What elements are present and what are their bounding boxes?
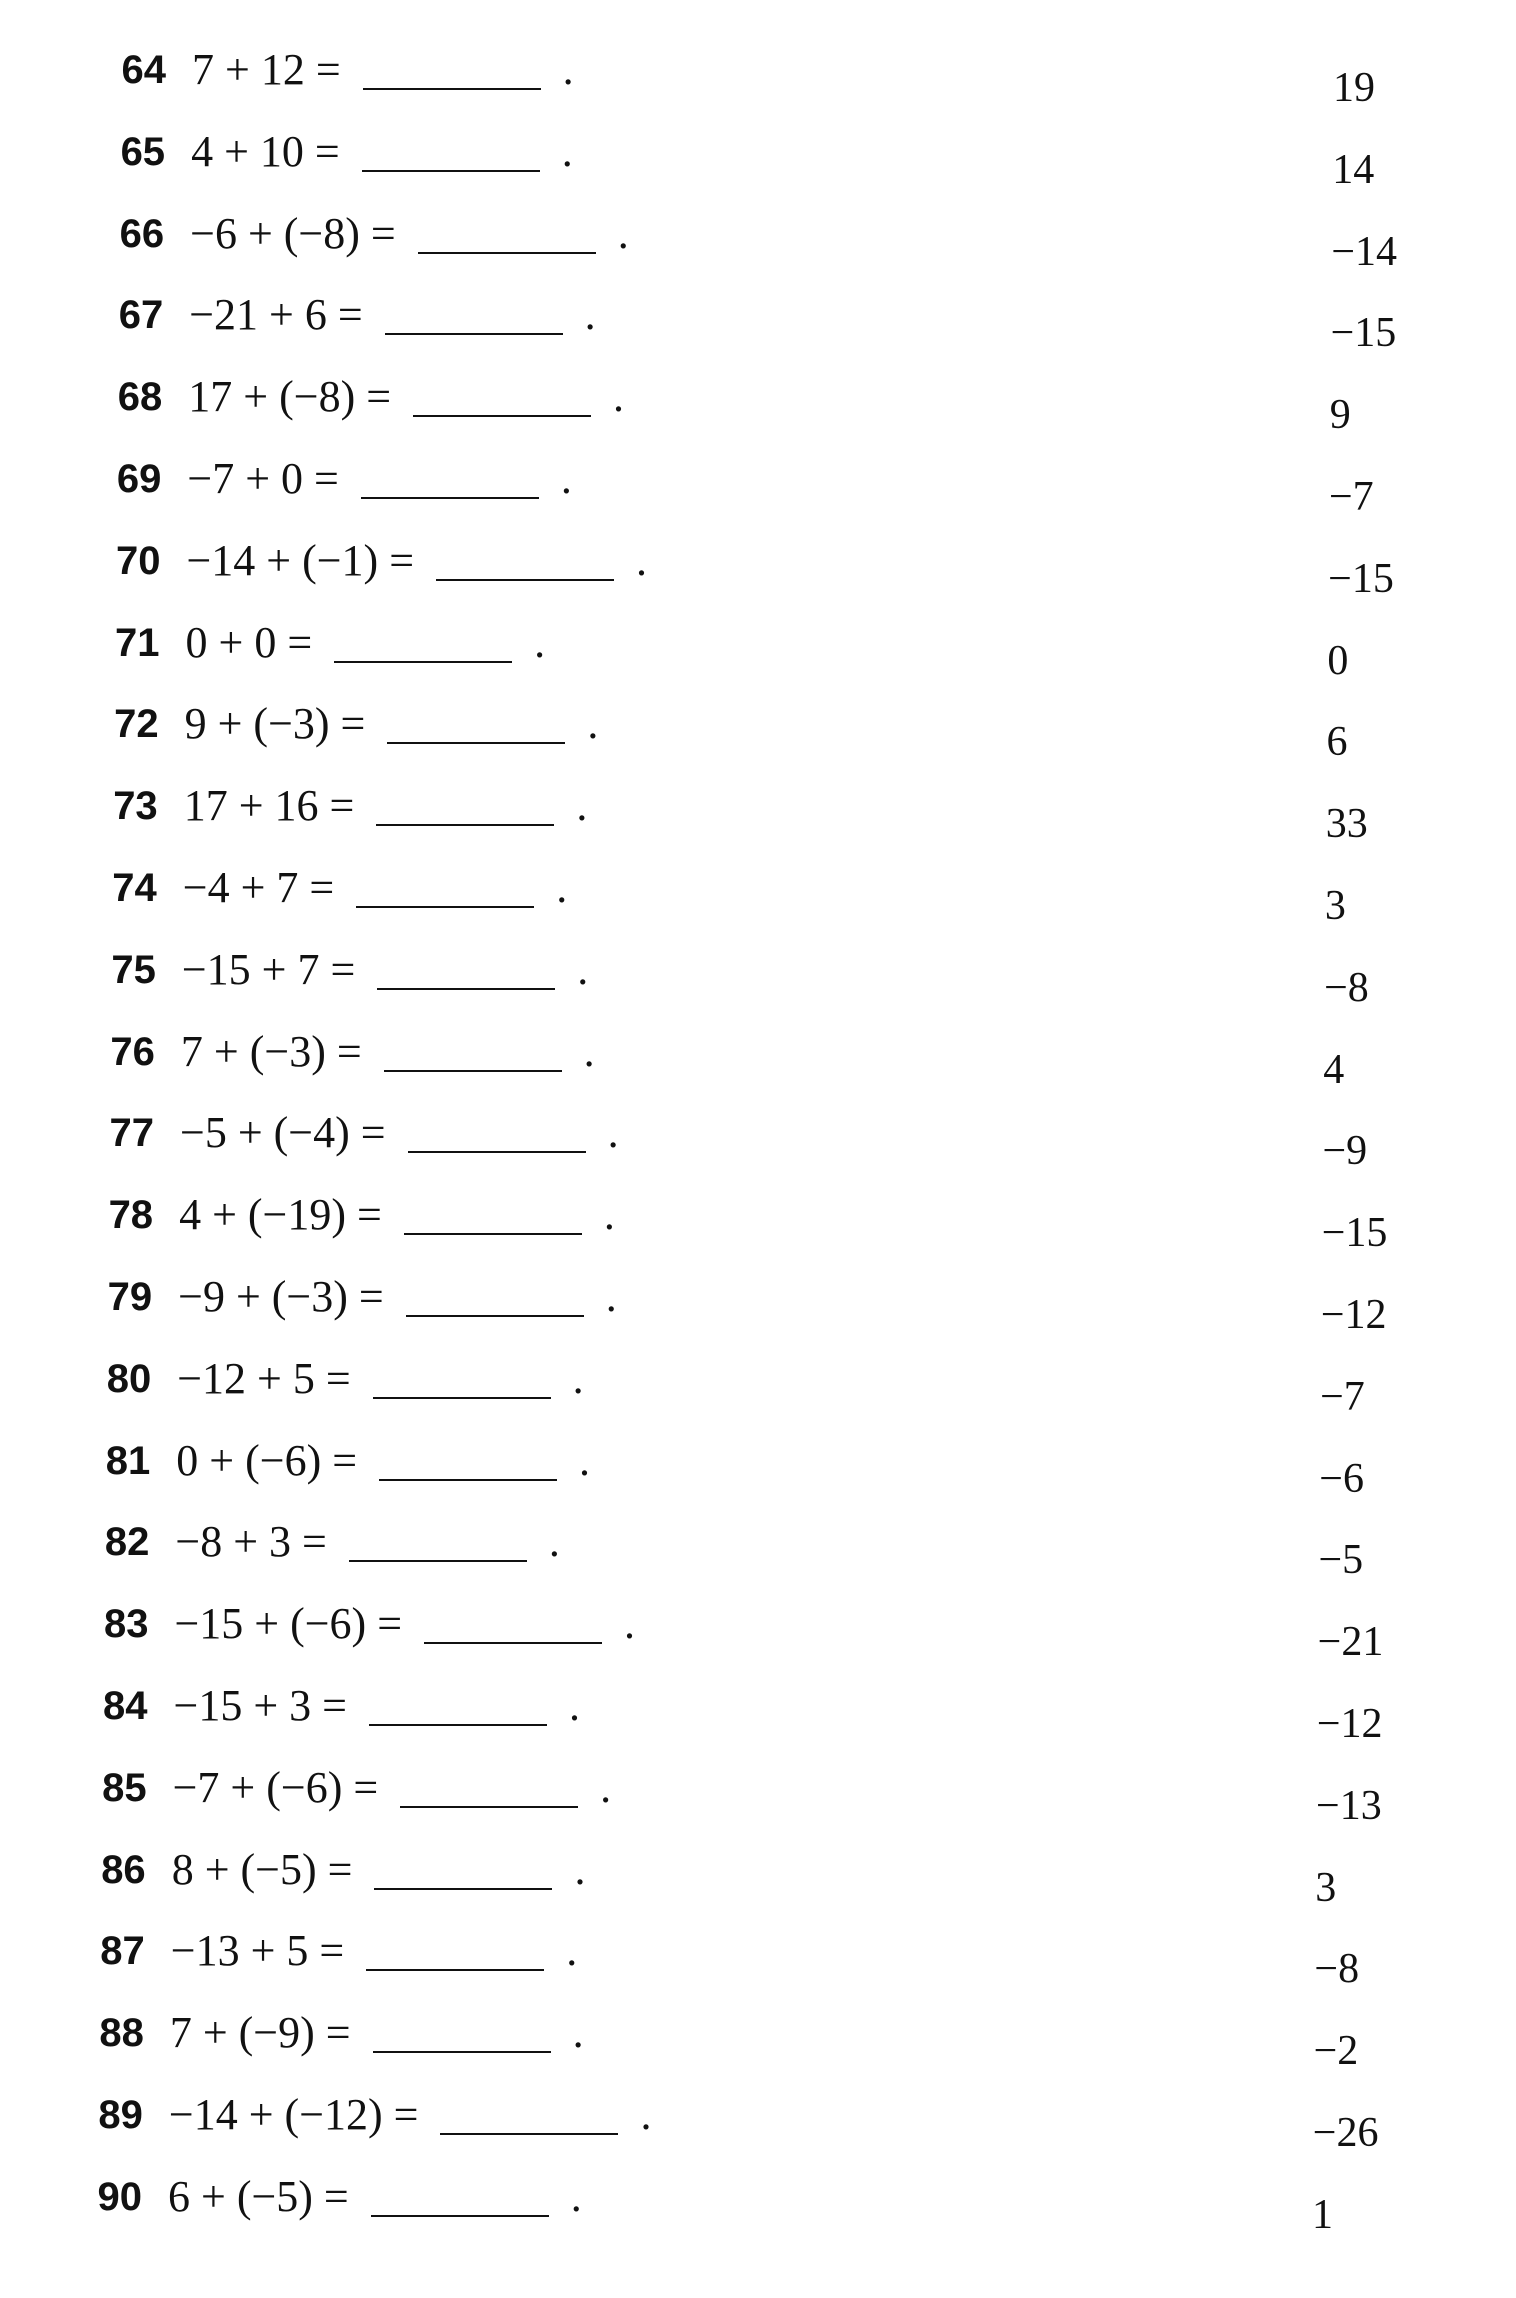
problem-expression: −15 + 3 = <box>173 1681 347 1730</box>
problem-number: 88 <box>99 2011 144 2056</box>
problem-expression-line <box>187 449 571 509</box>
problem-expression-line <box>189 285 595 345</box>
problem-expression: −12 + 5 = <box>177 1353 351 1403</box>
problem-number: 64 <box>121 48 166 92</box>
answer-blank[interactable] <box>436 549 614 581</box>
answer-blank[interactable] <box>373 1367 551 1399</box>
answer-value: −21 <box>1317 1619 1384 1666</box>
answer-value: 6 <box>1326 719 1348 766</box>
answer-value: −2 <box>1313 2028 1359 2075</box>
period: . <box>572 2008 584 2058</box>
problem-number: 69 <box>116 457 162 501</box>
answer-blank[interactable] <box>349 1530 527 1562</box>
problem-number: 85 <box>102 1765 147 1810</box>
period: . <box>572 1353 584 1403</box>
problem-row <box>0 1594 1516 1666</box>
problem-number: 66 <box>119 211 165 256</box>
problem-expression: −7 + (−6) = <box>172 1762 379 1812</box>
problem-expression-line <box>186 613 546 673</box>
problem-row <box>0 1921 1516 1993</box>
answer-value: −12 <box>1316 1701 1383 1747</box>
problem-row <box>0 940 1516 1011</box>
answer-value: −5 <box>1318 1537 1364 1584</box>
problem-number: 75 <box>111 947 156 992</box>
problem-expression-line <box>179 1185 615 1245</box>
answer-value: −26 <box>1312 2110 1379 2156</box>
problem-expression: 0 + (−6) = <box>176 1435 358 1485</box>
period: . <box>587 699 599 749</box>
period: . <box>560 454 572 503</box>
problem-row <box>0 531 1516 602</box>
period: . <box>570 2171 582 2221</box>
answer-blank[interactable] <box>400 1776 578 1808</box>
problem-expression-line <box>181 1022 595 1082</box>
problem-expression: 7 + (−3) = <box>180 1026 362 1076</box>
problem-expression-line <box>185 694 599 754</box>
answer-blank[interactable] <box>362 140 540 172</box>
problem-number: 68 <box>117 375 163 420</box>
answer-blank[interactable] <box>369 1694 547 1726</box>
problem-number: 65 <box>120 129 166 174</box>
problem-expression-line <box>177 1349 583 1409</box>
problem-number: 90 <box>97 2174 142 2219</box>
period: . <box>556 863 568 912</box>
answer-value: −9 <box>1322 1128 1368 1175</box>
answer-blank[interactable] <box>376 794 554 826</box>
answer-blank[interactable] <box>413 385 591 417</box>
answer-value: −8 <box>1314 1946 1360 1993</box>
problem-row <box>0 2167 1516 2238</box>
problem-expression: 0 + 0 = <box>185 617 313 667</box>
problem-number: 86 <box>101 1847 146 1892</box>
problem-expression: −4 + 7 = <box>182 863 335 912</box>
problem-row <box>0 2085 1516 2156</box>
problem-row <box>0 1840 1516 1911</box>
answer-blank[interactable] <box>387 712 565 744</box>
period: . <box>640 2090 652 2139</box>
problem-expression-line <box>192 40 574 100</box>
problem-expression: −6 + (−8) = <box>190 208 396 258</box>
problem-expression: −8 + 3 = <box>175 1517 327 1567</box>
answer-value: 9 <box>1329 392 1351 439</box>
problem-number: 74 <box>112 866 157 910</box>
answer-value: −6 <box>1319 1455 1364 1502</box>
answer-blank[interactable] <box>361 467 539 499</box>
problem-number: 72 <box>114 702 159 747</box>
problem-expression: 9 + (−3) = <box>184 699 366 749</box>
problem-expression-line <box>182 940 588 1000</box>
problem-expression-line <box>175 1512 559 1572</box>
answer-value: 3 <box>1324 883 1346 929</box>
problem-number: 71 <box>115 620 160 665</box>
answer-value: −14 <box>1331 228 1398 275</box>
answer-blank[interactable] <box>384 1040 562 1072</box>
answer-blank[interactable] <box>377 958 555 990</box>
answer-blank[interactable] <box>385 303 563 335</box>
period: . <box>576 781 588 831</box>
problem-number: 84 <box>103 1684 148 1728</box>
problem-expression-line <box>174 1594 635 1654</box>
problem-expression-line <box>173 1758 612 1818</box>
problem-number: 76 <box>110 1029 155 1074</box>
answer-blank[interactable] <box>404 1203 582 1235</box>
answer-blank[interactable] <box>379 1449 557 1481</box>
answer-blank[interactable] <box>334 631 512 663</box>
problem-expression-line <box>180 1103 619 1163</box>
answer-blank[interactable] <box>440 2103 618 2135</box>
problem-row <box>0 1512 1516 1584</box>
problem-row <box>0 1349 1516 1420</box>
answer-blank[interactable] <box>373 2021 551 2053</box>
problem-row <box>0 694 1516 766</box>
problem-expression-line <box>172 1840 586 1900</box>
problem-expression-line <box>176 1431 590 1491</box>
answer-value: −12 <box>1320 1292 1387 1338</box>
answer-value: −15 <box>1330 310 1397 357</box>
period: . <box>613 372 625 422</box>
problem-number: 67 <box>118 293 164 338</box>
problem-row <box>0 1022 1516 1093</box>
problem-row <box>0 122 1516 193</box>
problem-row <box>0 1103 1516 1175</box>
problem-row <box>0 204 1516 275</box>
period: . <box>605 1272 617 1321</box>
answer-blank[interactable] <box>371 2185 549 2217</box>
problem-expression-line <box>169 2085 652 2145</box>
answer-value: −15 <box>1328 555 1394 602</box>
period: . <box>534 617 546 667</box>
problem-expression-line <box>190 204 629 264</box>
problem-row <box>0 776 1516 848</box>
period: . <box>600 1762 612 1812</box>
problem-expression: 4 + 10 = <box>191 126 340 176</box>
problem-row <box>0 858 1516 929</box>
period: . <box>584 290 596 340</box>
problem-expression: −5 + (−4) = <box>180 1108 386 1158</box>
problem-row <box>0 2003 1516 2075</box>
answer-blank[interactable] <box>356 876 534 908</box>
problem-number: 87 <box>100 1929 145 1974</box>
period: . <box>636 535 648 585</box>
period: . <box>561 126 573 176</box>
period: . <box>603 1190 615 1240</box>
problem-expression-line <box>170 2003 584 2063</box>
period: . <box>548 1517 560 1567</box>
answer-value: 4 <box>1323 1046 1345 1093</box>
problem-expression: −14 + (−1) = <box>186 535 415 585</box>
period: . <box>574 1844 586 1894</box>
answer-blank[interactable] <box>366 1939 544 1971</box>
problem-row <box>0 367 1516 439</box>
period: . <box>617 208 629 258</box>
problem-expression: 17 + 16 = <box>183 781 355 831</box>
problem-number: 81 <box>105 1438 151 1483</box>
problem-expression-line <box>171 1921 577 1981</box>
problem-expression: −21 + 6 = <box>189 290 363 340</box>
problem-expression: 7 + (−9) = <box>169 2008 351 2058</box>
problem-row <box>0 40 1516 111</box>
period: . <box>624 1599 636 1649</box>
period: . <box>562 45 574 94</box>
problem-expression-line <box>168 2167 582 2227</box>
problem-expression: −13 + 5 = <box>170 1926 345 1976</box>
problem-number: 78 <box>108 1193 154 1238</box>
period: . <box>579 1435 591 1485</box>
problem-expression: −15 + (−6) = <box>174 1599 403 1649</box>
answer-value: 0 <box>1327 637 1349 684</box>
problem-expression: −15 + 7 = <box>181 944 356 994</box>
problem-expression: 4 + (−19) = <box>179 1190 382 1240</box>
problem-expression: −7 + 0 = <box>187 454 339 503</box>
answer-value: −13 <box>1316 1782 1382 1829</box>
problem-number: 77 <box>109 1111 154 1156</box>
answer-blank[interactable] <box>406 1285 584 1317</box>
period: . <box>566 1926 578 1976</box>
answer-value: −7 <box>1320 1373 1365 1420</box>
problem-expression-line <box>183 858 567 918</box>
period: . <box>607 1108 619 1158</box>
answer-value: 3 <box>1315 1864 1337 1911</box>
answer-value: 1 <box>1312 2191 1333 2238</box>
problem-row <box>0 449 1516 520</box>
problem-row <box>0 1676 1516 1747</box>
problem-expression-line <box>184 776 588 836</box>
period: . <box>583 1026 595 1076</box>
problem-expression-line <box>188 367 624 427</box>
period: . <box>577 944 589 994</box>
answer-blank[interactable] <box>418 222 596 254</box>
answer-blank[interactable] <box>408 1121 586 1153</box>
problem-row <box>0 285 1516 357</box>
period: . <box>568 1681 580 1730</box>
problem-row <box>0 1758 1516 1829</box>
problem-number: 89 <box>98 2093 143 2137</box>
answer-value: 33 <box>1325 801 1368 848</box>
problem-expression: −14 + (−12) = <box>168 2090 419 2139</box>
problem-expression: 7 + 12 = <box>192 45 341 94</box>
problem-number: 83 <box>103 1602 149 1647</box>
answer-value: −15 <box>1321 1210 1388 1257</box>
problem-number: 80 <box>106 1356 152 1401</box>
problem-row <box>0 613 1516 684</box>
answer-value: −7 <box>1328 474 1374 520</box>
problem-expression-line <box>191 122 573 182</box>
problem-expression-line <box>174 1676 580 1736</box>
problem-expression-line <box>178 1267 617 1327</box>
problem-number: 79 <box>107 1275 153 1319</box>
answer-blank[interactable] <box>424 1612 602 1644</box>
answer-value: 19 <box>1333 65 1375 111</box>
problem-row <box>0 1431 1516 1502</box>
problem-number: 73 <box>113 784 158 829</box>
problem-row <box>0 1185 1516 1257</box>
problem-row <box>0 1267 1516 1338</box>
problem-expression: −9 + (−3) = <box>178 1272 384 1321</box>
problem-expression: 17 + (−8) = <box>188 372 392 422</box>
problem-expression-line <box>186 531 647 591</box>
problem-expression: 8 + (−5) = <box>171 1844 353 1894</box>
problem-number: 82 <box>104 1520 150 1565</box>
answer-blank[interactable] <box>374 1858 552 1890</box>
problem-number: 70 <box>115 538 161 583</box>
problem-expression: 6 + (−5) = <box>168 2171 349 2221</box>
answer-blank[interactable] <box>363 58 541 90</box>
answer-value: −8 <box>1324 964 1369 1011</box>
answer-value: 14 <box>1332 146 1375 193</box>
